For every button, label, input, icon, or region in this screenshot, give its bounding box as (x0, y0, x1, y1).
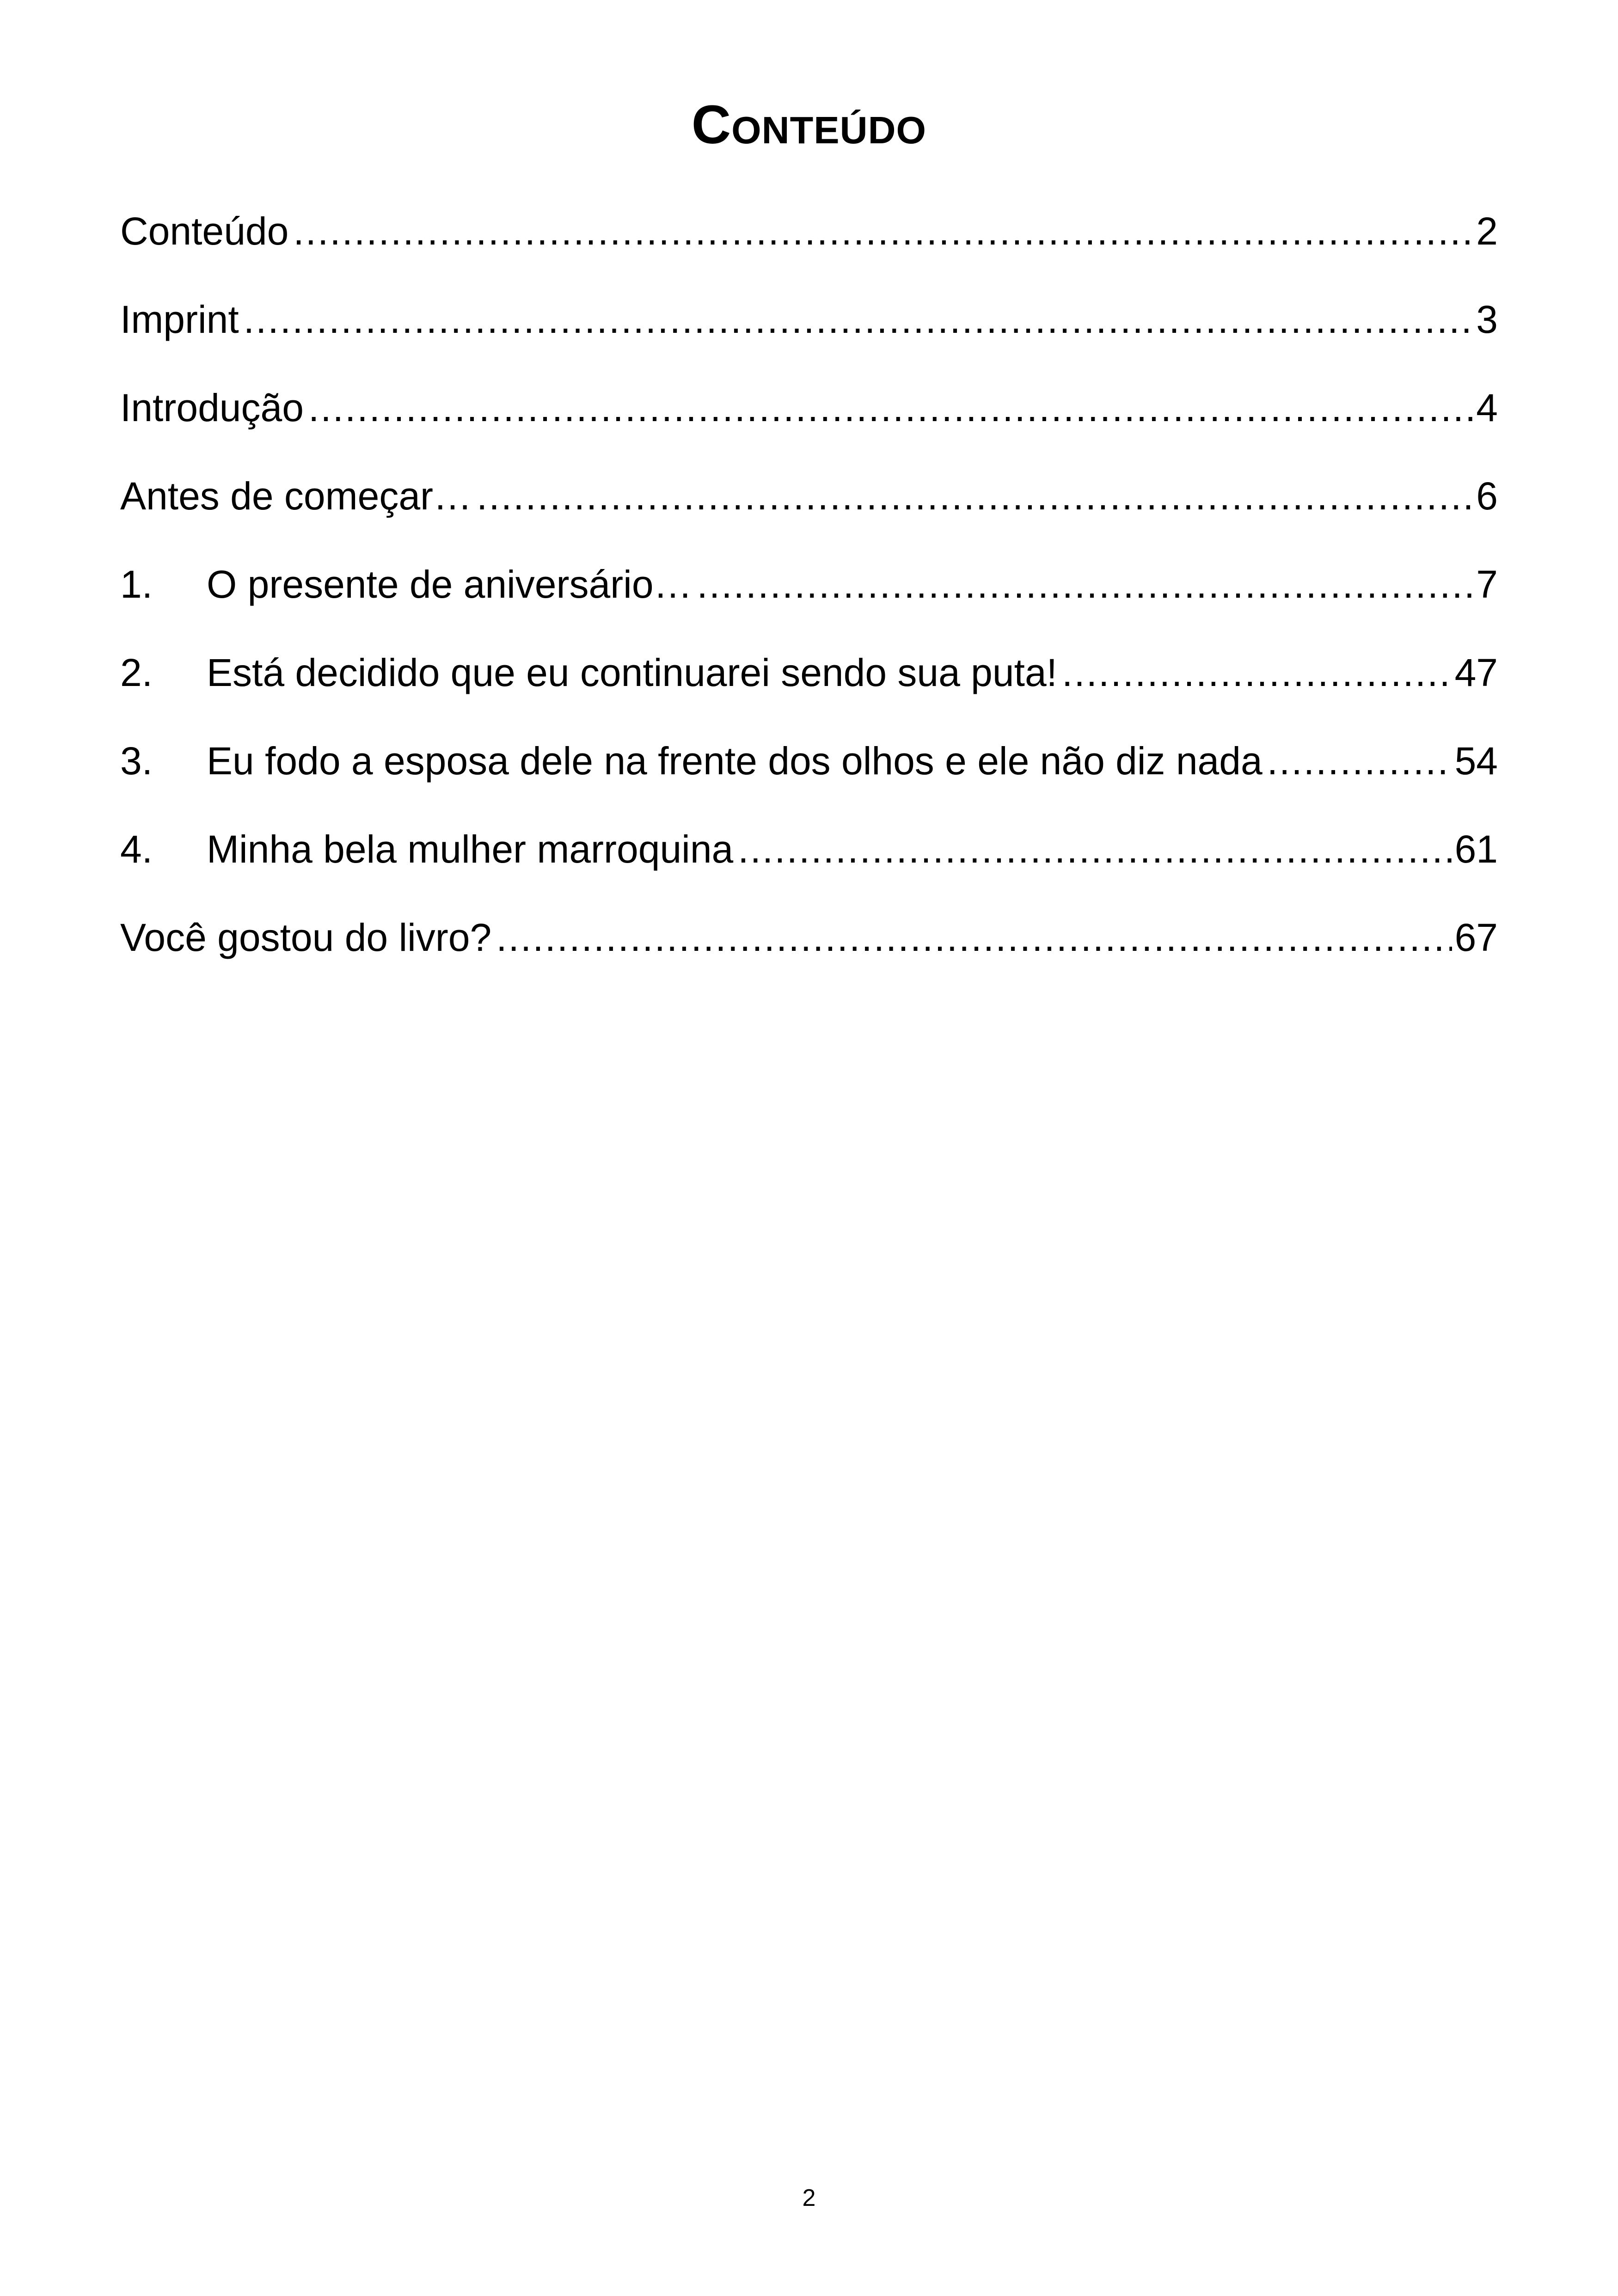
toc-page-number: 2 (1476, 209, 1498, 253)
toc-dot-leader (308, 375, 1473, 440)
toc-entry-chapter-3[interactable] (120, 729, 1498, 817)
toc-entry-label: Você gostou do livro? (120, 916, 492, 959)
page-title: Conteúdo (691, 94, 927, 155)
toc-entry-chapter-1[interactable] (120, 552, 1498, 640)
toc-entry-conteudo[interactable] (120, 199, 1498, 287)
toc-entry-label: Minha bela mulher marroquina (207, 827, 734, 871)
toc-dot-leader (697, 552, 1474, 617)
toc-page-number: 4 (1476, 386, 1498, 429)
toc-entry-chapter-4[interactable] (120, 817, 1498, 905)
toc-chapter-number: 1. (120, 563, 153, 606)
toc-dot-leader (496, 905, 1452, 970)
toc-entry-label: Antes de começar… (120, 474, 472, 518)
toc-entry-chapter-2[interactable] (120, 640, 1498, 729)
toc-page-number: 6 (1476, 474, 1498, 518)
toc-entry-voce-gostou[interactable] (120, 905, 1498, 993)
toc-entry-label: Imprint (120, 298, 239, 341)
toc-page-number: 47 (1454, 651, 1498, 694)
table-of-contents (120, 199, 1498, 993)
page-number: 2 (802, 2185, 816, 2211)
toc-dot-leader (477, 464, 1473, 528)
toc-page-number: 61 (1454, 827, 1498, 871)
toc-chapter-number: 3. (120, 739, 153, 783)
toc-entry-label: Conteúdo (120, 209, 289, 253)
toc-entry-introducao[interactable] (120, 375, 1498, 464)
toc-page-number: 3 (1476, 298, 1498, 341)
toc-entry-antes-de-comecar[interactable] (120, 464, 1498, 552)
toc-entry-label: Introdução (120, 386, 304, 429)
toc-page-number: 7 (1476, 563, 1498, 606)
toc-dot-leader (1062, 640, 1452, 705)
toc-chapter-number: 4. (120, 827, 153, 871)
toc-dot-leader (293, 199, 1473, 263)
toc-dot-leader (738, 817, 1452, 882)
toc-entry-label: O presente de aniversário… (207, 563, 693, 606)
toc-page-number: 54 (1454, 739, 1498, 783)
toc-entry-label: Está decidido que eu continuarei sendo sua puta! (207, 651, 1058, 694)
toc-chapter-number: 2. (120, 651, 153, 694)
toc-dot-leader (1267, 729, 1452, 793)
toc-dot-leader (244, 287, 1474, 352)
toc-page-number: 67 (1454, 916, 1498, 959)
toc-entry-imprint[interactable] (120, 287, 1498, 375)
toc-entry-label: Eu fodo a esposa dele na frente dos olhos e ele não diz nada (207, 739, 1263, 783)
